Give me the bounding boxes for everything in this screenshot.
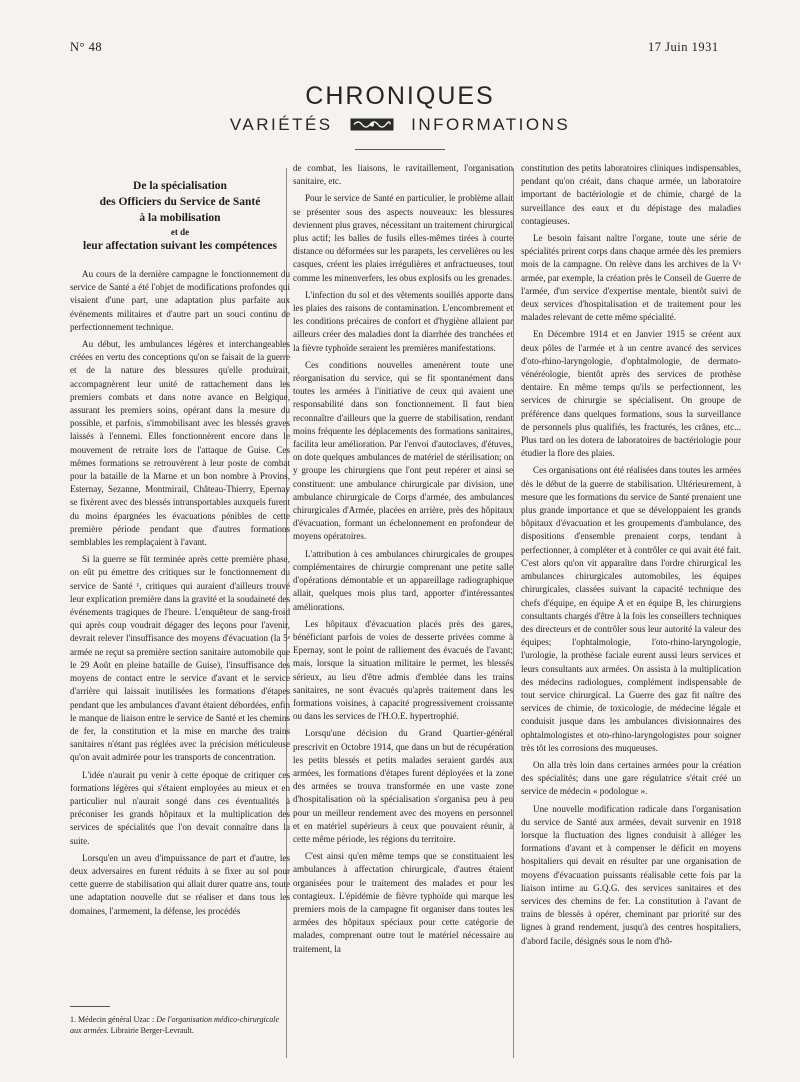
col1-paragraph-5: Lorsqu'en un aveu d'impuissance de part et d'autre, les deux adversaires en furent réduits à se fixer au sol pour cette guerre de stabilisation qui allait durer quatre ans, toute une adaptation nouvelle dut se réaliser et dans tous les domaines, l'armement, la défense, les procédés — [70, 852, 290, 916]
column-2 — [293, 162, 513, 960]
section-left-label: VARIÉTÉS — [229, 115, 333, 134]
section-right-label: INFORMATIONS — [411, 115, 571, 134]
col2-paragraph-5: L'attribution à ces ambulances chirurgicales de groupes complémentaires de chirurgie comprenant une petite salle d'opérations démontable et un appareillage radiographique allait, quelques mois plus tard, apporter d'intéressantes améliorations. — [293, 548, 513, 612]
col3-paragraph-4: Ces organisations ont été réalisées dans toutes les armées dès le début de la guerre de stabilisation. Ultérieurement, à mesure que les formations du service de Santé prenaient une plus grande importance et que se développaient les grands hôpitaux d'évacuation et les groupements d'ambulance, des dispositions d'ensemble prenaient corps, tendant à perfectionner, à compléter et à contrôler ce qui avait été fait. C'est alors qu'on vit apparaître dans l'ordre chirurgical les ambulances chirurgicales automobiles, les équipes chirurgicales, classées suivant la capacité technique des chefs d'équipe, en équipe A et en équipe B, les chirurgiens consultants chargés d'être à la fois les conseillers techniques des directeurs et de contrôler sous leur autorité la valeur des équipes; l'ophtalmologie, l'oto-rhino-laryngologie, l'urologie, la prothèse faciale eurent aussi leurs services et leurs consultants aux armées. On assista à la multiplication des médecins radiologues, complément indispensable de tout service chirurgical. La Guerre des gaz fit naître des services de chimie, de toxicologie, de médecine légale et conduisit jusque dans les ambulances divisionnaires des ophtalmologistes et oto-rhino-laryngologistes pour soigner très tôt les corrosions des muqueuses. — [521, 465, 741, 753]
section-title: CHRONIQUES — [305, 82, 495, 110]
section-subtitle — [0, 115, 800, 135]
footnote-title: De l'organisation médico-chirurgicale aux armées. — [70, 1015, 280, 1035]
issue-date: 17 Juin 1931 — [648, 40, 719, 54]
title-divider — [355, 149, 445, 150]
col3-paragraph-3: En Décembre 1914 et en Janvier 1915 se créent aux deux pôles de l'armée et à un centre avancé des services d'oto-rhino-laryngologie, d'ophtalmologie, de dermato-vénéréologie, bientôt après des services de prothèse dentaire. En même temps qu'ils se perfectionnent, les services de chirurgie se spécialisent. On groupe de préférence dans quelques formations, sous la surveillance de personnels plus qualifiés, les fracturés, les crânes, etc... Plus tard on les dotera de laboratoires de bactériologie pour étudier la flore des plaies. — [521, 329, 741, 459]
col2-paragraph-1: de combat, les liaisons, le ravitaillement, l'organisation sanitaire, etc. — [293, 163, 513, 187]
issue-number: N° 48 — [70, 40, 103, 54]
article-title-line-2: des Officiers du Service de Santé — [99, 196, 261, 208]
col2-paragraph-4: Ces conditions nouvelles amenèrent toute une réorganisation du service, qui se fit spontanément dans toutes les armées à l'initiative de ceux qui avaient une responsabilité dans son fonctionnement. Il faut bien reconnaître d'ailleurs que la guerre de stabilisation, rendant moins fréquente les déplacements des formations sanitaires, facilita leur amélioration. Par l'envoi d'autoclaves, d'étuves, on dote quelques ambulances de matériel de stérilisation; on y groupe les chirurgiens que l'ont peut repérer et ainsi se constituent: une ambulance chirurgicale par division, une ambulance chirurgicale de Corps d'armée, des ambulances chirurgicales d'Armée, placées en arrière, près des hôpitaux d'évacuation, formant un échelonnement en profondeur de moyens opératoires. — [293, 359, 513, 542]
article-title-line-4: leur affectation suivant les compétences — [83, 240, 277, 252]
col1-paragraph-2: Au début, les ambulances légères et interchangeables créées en vertu des conceptions qu'on se faisait de la guerre et de la nature des blessures qu'elle produirait, accompagnèrent leur unité de rattachement dans les premiers combats et dans notre avance en Belgique, assurant les premiers soins, opérant dans la mesure du possible, et parfois, s'immobilisant avec les blessés graves laissés à l'ennemi. Elles fonctionnèrent encore dans le mouvement de retraite lors de l'attaque de Guise. Ces mêmes formations se retrouvèrent à leur poste de combat pour la bataille de la Marne et un bon nombre à Provins, Esternay, Sezanne, Montmirail, Château-Thierry, Epernay se fixèrent avec des blessés intransportables auxquels furent du moins épargnées les évacuations pénibles de cette première période pendant que d'autres formations semblables les remplaçaient à l'avant. — [70, 339, 290, 548]
col2-paragraph-8: C'est ainsi qu'en même temps que se constituaient les ambulances à affectation chirurgicale, d'autres étaient organisées pour le traitement des malades et pour les contagieux. L'épidémie de fièvre typhoïde qui marque les premiers mois de la campagne fit organiser dans toutes les armées des hôpitaux spéciaux pour cette catégorie de malades, comprenant outre tout le matériel nécessaire au traitement, la — [293, 851, 513, 954]
column-divider-2 — [513, 168, 514, 1058]
col3-paragraph-6: Une nouvelle modification radicale dans l'organisation du service de Santé aux armées, devait survenir en 1918 lorsque la fluctuation des lignes conduisit à alléger les formations d'avant et à compenser le déficit en moyens hospitaliers qui devait en résulter par une organisation de moyens d'évacuation puissants réalisable cette fois par la liaison intime au G.Q.G. des services sanitaires et des services des chemins de fer. La constitution à l'avant de trains de blessés à opérer, cheminant par priorité sur des lignes à grand rendement, jusqu'à des centres hospitaliers, d'abord facile, désignés sous le nom d'hô- — [521, 803, 741, 946]
col3-paragraph-5: On alla très loin dans certaines armées pour la création des spécialités; dans une gare régulatrice s'était créé un service de médecin « podologue ». — [521, 759, 741, 797]
footnote — [70, 1014, 290, 1036]
column-3 — [521, 162, 741, 952]
col2-paragraph-6: Les hôpitaux d'évacuation placés près des gares, bénéficiant parfois de voies de desserte privées comme à Epernay, sont le point de ralliement des évacués de l'avant; mais, lorsque la situation militaire le permet, les blessés sérieux, au lieu d'être admis d'emblée dans les trains sanitaires, ne sont évacués qu'après traitement dans les formations voisines, à capacité progressivement croissante ou dans les services de l'H.O.E. hypertrophié. — [293, 618, 513, 722]
ornament-emblem-icon — [350, 118, 394, 131]
article-title-line-3: à la mobilisation — [139, 212, 221, 224]
col1-paragraph-1: Au cours de la dernière campagne le fonctionnement du service de Santé a été l'objet de modifications profondes qui visaient d'une part, une adaptation plus parfaite aux événements militaires et d'autre part un souci continu de perfectionnement technique. — [70, 269, 290, 332]
col3-paragraph-1: constitution des petits laboratoires cliniques indispensables, pendant qu'on créait, dans chaque armée, un laboratoire important de bactériologie et de chimie, chargé de la surveillance des eaux et du dépistage des maladies contagieuses. — [521, 163, 741, 226]
column-1 — [70, 162, 290, 922]
col3-paragraph-2: Le besoin faisant naître l'organe, toute une série de spécialités prirent corps dans chaque armée dès les premiers mois de la campagne. On relève dans les archives de la Vᵉ armée, par exemple, la création près le Conseil de Guerre de l'armée, d'un service d'expertise mentale, bientôt suivi de deux services d'hospitalisation et de traitement pour les malades relevant de cette même spécialité. — [521, 233, 741, 323]
footnote-divider — [70, 1006, 110, 1007]
col2-paragraph-7: Lorsqu'une décision du Grand Quartier-général prescrivit en Octobre 1914, que dans un but de récupération les petits blessés et petits malades seraient gardés aux armées, les formations d'étapes furent déployées et la zone des armées se trouva transformée en une vaste zone d'hospitalisation où la spécialisation s'organisa peu à peu pour un meilleur rendement avec des moyens en personnel et en matériel supérieurs à ceux que pouvaient réunir, à cette même période, les régions du territoire. — [293, 728, 513, 844]
article-title — [70, 178, 290, 254]
col1-paragraph-3: Si la guerre se fût terminée après cette première phase, on eût pu émettre des critiques sur le fonctionnement du service de Santé ¹, critiques qui auraient d'ailleurs trouvé leur explication première dans la gravité et la soudaineté des événements tragiques de l'heure. L'enquêteur de sang-froid qui après coup voudrait dégager des leçons pour l'avenir, devrait relever l'insuffisance des moyens d'évacuation (la 5ᵉ armée ne reçut sa première section sanitaire automobile que le 29 Août en pleine bataille de Guise), l'insuffisance des moyens de contact entre le service d'avant et le service d'arrière qui laissait inutilisées les formations d'étapes pendant que les ambulances d'avant étaient débordées, enfin le manque de liaison entre le service de Santé et les chemins de fer, la constitution et la mise en marche des trains sanitaires n'étant pas réglées avec la précision méticuleuse qu'on avait admirée pour les transports de concentration. — [70, 554, 290, 763]
footnote-publisher: Librairie Berger-Levrault. — [110, 1026, 194, 1035]
col2-paragraph-2: Pour le service de Santé en particulier, le problème allait se présenter sous des aspects nouveaux: les blessures deviennent plus graves, nécessitant un traitement chirurgical plus actif; les balles de fusils elles-mêmes tirées à courte distance ou déformées sur les parapets, les cervelières ou les casques, créent les plaies irrégulières et anfractueuses, tout comme les minenverfers, les obus explosifs ou les grenades. — [293, 193, 513, 283]
col2-paragraph-3: L'infection du sol et des vêtements souillés apporte dans les plaies des raisons de contamination. L'encombrement et les conditions précaires de confort et d'hygiène allaient par ailleurs créer des maladies dont la diarrhée des tranchées et la fièvre typhoïde seraient les premières manifestations. — [293, 289, 513, 353]
col1-paragraph-4: L'idée n'aurait pu venir à cette époque de critiquer ces formations légères qui s'étaient employées au mieux et en particulier nul n'aurait songé dans ces éventualités à préconiser les grands hôpitaux et la multiplication des services de spécialités que l'on devait connaître dans la suite. — [70, 769, 290, 846]
footnote-label: 1. Médecin général Uzac : — [70, 1015, 155, 1024]
article-title-line-1: De la spécialisation — [133, 180, 227, 192]
article-title-connector: et de — [170, 227, 190, 237]
